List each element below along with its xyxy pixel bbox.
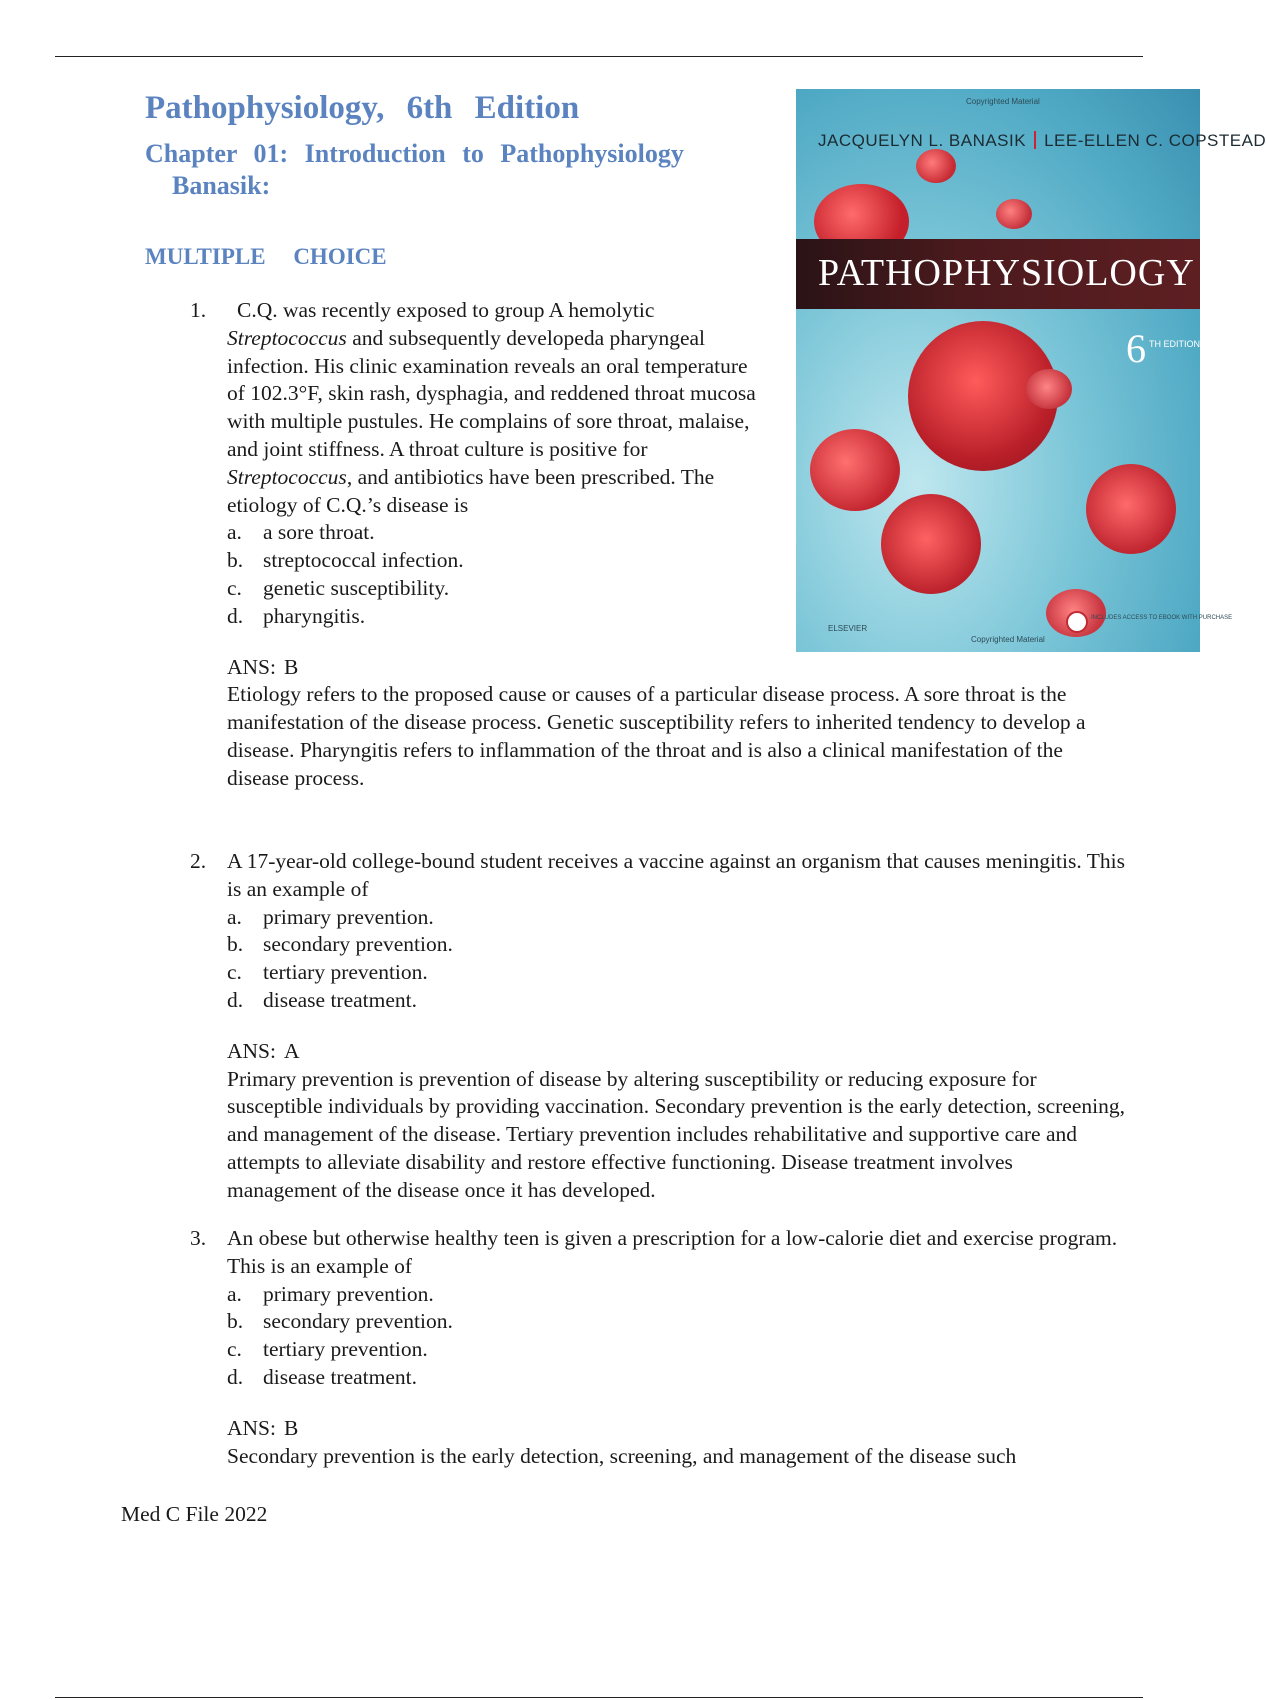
answer-key [227, 1038, 1127, 1066]
option-text: tertiary prevention. [263, 1337, 428, 1362]
answer-label: ANS: [227, 1415, 276, 1440]
option-letter: b. [227, 932, 244, 957]
cover-author-left: JACQUELYN L. BANASIK [818, 131, 1027, 150]
option-text: genetic susceptibility. [263, 575, 450, 600]
cover-badge-text: INCLUDES ACCESS TO EBOOK WITH PURCHASE [1091, 615, 1233, 621]
option-text: pharyngitis. [263, 603, 366, 628]
rationale: Etiology refers to the proposed cause or causes of a particular disease process. A sore throat is the manifestation of the disease process. Genetic susceptibility refers to inherited tendency to develop a disease. Pharyngitis refers to inflammation of the throat and is also a clinical manifestation of the disease process. [227, 682, 1086, 790]
chapter-heading [145, 138, 765, 202]
option-letter: a. [227, 1281, 242, 1306]
question-body [227, 848, 1127, 1205]
document-title: Pathophysiology, 6th Edition [145, 90, 580, 126]
answer-option [227, 1336, 1127, 1364]
cover-cell-decoration [881, 494, 981, 594]
answer-value: B [283, 1415, 299, 1440]
answer-option [227, 904, 1127, 932]
option-text: disease treatment. [263, 987, 418, 1012]
option-letter: d. [227, 987, 244, 1012]
rationale: Secondary prevention is the early detection, screening, and management of the disease such [227, 1443, 1017, 1468]
option-text: secondary prevention. [263, 932, 453, 957]
cover-authors [818, 131, 1266, 151]
answer-option [227, 1364, 1127, 1392]
answer-label: ANS: [227, 654, 276, 679]
answer-value: A [283, 1038, 300, 1063]
option-text: streptococcal infection. [263, 548, 464, 573]
answer-option [227, 987, 1127, 1015]
top-rule [55, 56, 1143, 57]
option-text: primary prevention. [263, 1281, 434, 1306]
answer-option [227, 547, 767, 575]
option-text: disease treatment. [263, 1364, 418, 1389]
question-number: 3. [190, 1226, 207, 1250]
cover-top-note: Copyrighted Material [966, 97, 1040, 106]
answer-option [227, 519, 767, 547]
answer-option [227, 603, 767, 631]
option-letter: a. [227, 904, 242, 929]
answer-option [227, 959, 1127, 987]
rationale: Primary prevention is prevention of disease by altering susceptibility or reducing exposure for susceptible individuals by providing vaccination. Secondary prevention is the early detection, screening, and management of the disease. Tertiary prevention includes rehabilitative and supportive care and attempts to alleviate disability and restore effective functioning. Disease treatment involves management of the disease once it has developed. [227, 1066, 1125, 1202]
question-stem: C.Q. was recently exposed to group A hemolytic Streptococcus and subsequently developeda pharyngeal infection. His clinic examination reveals an oral temperature of 102.3°F, skin rash, dysphagia, and reddened throat mucosa with multiple pustules. He complains of sore throat, malaise, and joint stiffness. A throat culture is positive for Streptococcus, and antibiotics have been prescribed. The etiology of C.Q.’s disease is [227, 298, 756, 517]
answer-key [227, 1415, 1127, 1443]
cover-cell-decoration [916, 149, 956, 183]
cover-cell-decoration [996, 199, 1032, 229]
cover-title: PATHOPHYSIOLOGY [818, 252, 1195, 294]
option-text: primary prevention. [263, 904, 434, 929]
option-letter: d. [227, 603, 244, 628]
answer-key [227, 654, 767, 682]
option-letter: b. [227, 1309, 244, 1334]
answer-option [227, 575, 767, 603]
cover-cell-decoration [810, 429, 900, 511]
option-letter: c. [227, 960, 242, 985]
option-text: tertiary prevention. [263, 960, 428, 985]
cover-author-right: LEE-ELLEN C. COPSTEAD [1044, 131, 1266, 150]
cover-cell-decoration [1086, 464, 1176, 554]
cover-author-separator [1034, 131, 1036, 149]
answer-option [227, 931, 1127, 959]
bottom-rule [55, 1697, 1143, 1698]
option-letter: b. [227, 548, 244, 573]
question-number: 1. [190, 298, 207, 322]
question-number: 2. [190, 849, 207, 873]
option-text: secondary prevention. [263, 1309, 453, 1334]
cover-edition-number: 6 [1126, 326, 1146, 371]
question-stem: A 17-year-old college-bound student receives a vaccine against an organism that causes meningitis. This is an example of [227, 849, 1125, 901]
option-letter: a. [227, 520, 242, 545]
chapter-title: Chapter 01: Introduction to Pathophysiology [145, 139, 684, 168]
answer-value: B [283, 654, 299, 679]
option-letter: c. [227, 1337, 242, 1362]
option-letter: d. [227, 1364, 244, 1389]
question-body [227, 1225, 1127, 1470]
cover-badge-icon [1066, 611, 1088, 633]
book-cover-image [796, 89, 1266, 652]
chapter-author: Banasik: [172, 171, 271, 200]
answer-option [227, 1281, 1127, 1309]
cover-edition-label: TH EDITION [1149, 339, 1200, 349]
answer-option [227, 1308, 1127, 1336]
answer-label: ANS: [227, 1038, 276, 1063]
cover-cell-decoration [1026, 369, 1072, 409]
section-heading: MULTIPLE CHOICE [145, 244, 387, 269]
page-footer: Med C File 2022 [121, 1502, 268, 1526]
cover-publisher: ELSEVIER [828, 624, 868, 633]
question-stem: An obese but otherwise healthy teen is given a prescription for a low-calorie diet and exercise program. This is an example of [227, 1226, 1118, 1278]
cover-bottom-note: Copyrighted Material [971, 635, 1045, 644]
option-letter: c. [227, 575, 242, 600]
option-text: a sore throat. [263, 520, 375, 545]
